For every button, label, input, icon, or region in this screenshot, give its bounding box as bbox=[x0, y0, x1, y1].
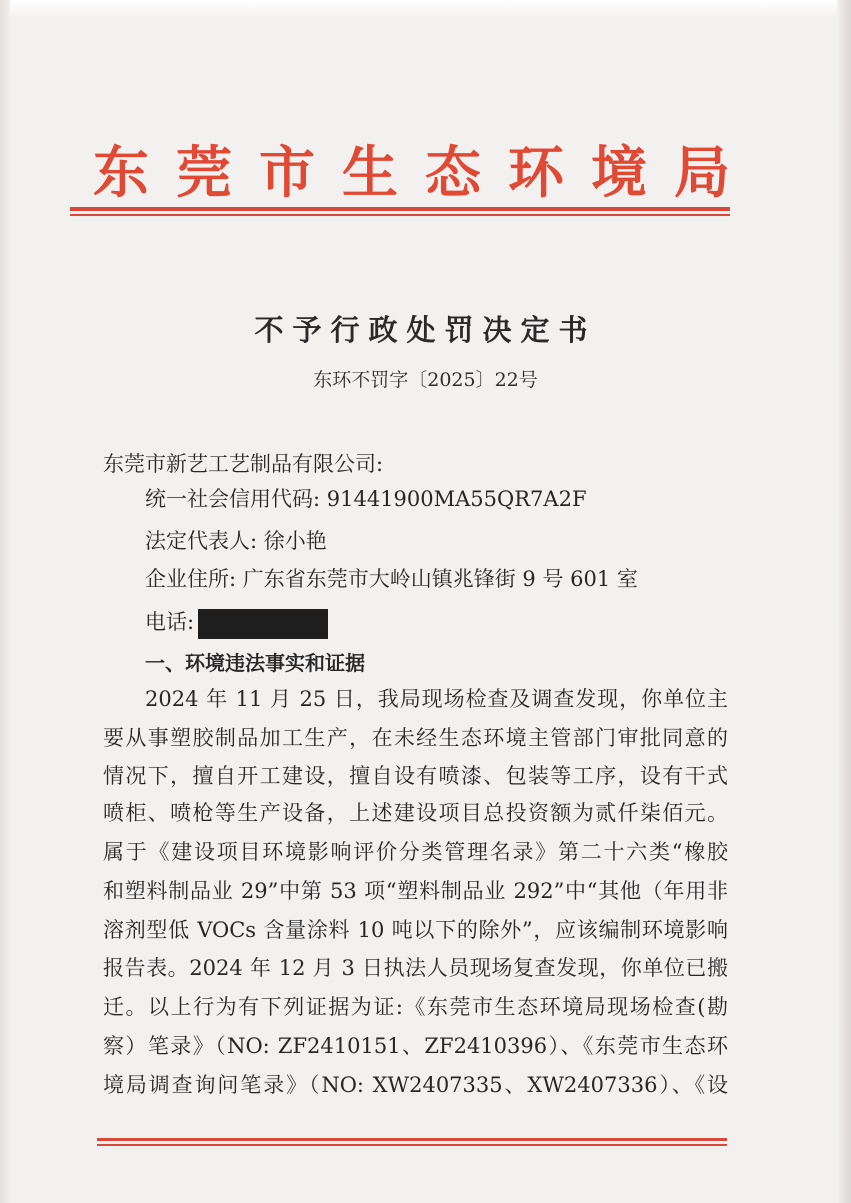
phone-line bbox=[145, 607, 328, 639]
masthead-rule-thin bbox=[70, 214, 730, 216]
body-line: 情况下，擅自开工建设，擅自设有喷漆、包装等工序，设有干式 bbox=[103, 764, 728, 788]
body-line: 2024 年 11 月 25 日，我局现场检查及调查发现，你单位主 bbox=[145, 687, 728, 711]
section-heading: 一、环境违法事实和证据 bbox=[145, 651, 365, 675]
legal-representative: 法定代表人: 徐小艳 bbox=[145, 529, 327, 553]
scan-edge-right bbox=[837, 0, 851, 1203]
body-line: 喷柜、喷枪等生产设备，上述建设项目总投资额为贰仟柒佰元。 bbox=[103, 801, 728, 825]
phone-label: 电话: bbox=[145, 610, 195, 634]
footer-rule-thin bbox=[97, 1144, 727, 1146]
body-line: 迁。以上行为有下列证据为证:《东莞市生态环境局现场检查(勘 bbox=[103, 995, 728, 1019]
body-line: 境局调查询问笔录》（NO: XW2407335、XW2407336）、《设 bbox=[103, 1073, 728, 1097]
phone-redaction bbox=[198, 609, 328, 639]
body-line: 要从事塑胶制品加工生产，在未经生态环境主管部门审批同意的 bbox=[103, 726, 728, 750]
document-number: 东环不罚字〔2025〕22号 bbox=[313, 369, 538, 391]
credit-code: 统一社会信用代码: 91441900MA55QR7A2F bbox=[145, 487, 587, 511]
body-line: 属于《建设项目环境影响评价分类管理名录》第二十六类“橡胶 bbox=[103, 840, 728, 864]
body-line: 溶剂型低 VOCs 含量涂料 10 吨以下的除外”，应该编制环境影响 bbox=[103, 918, 728, 942]
recipient-name: 东莞市新艺工艺制品有限公司: bbox=[103, 452, 384, 476]
masthead-rule-thick bbox=[70, 207, 730, 211]
agency-masthead: 东莞市生态环境局 bbox=[93, 140, 757, 206]
body-line: 和塑料制品业 29”中第 53 项“塑料制品业 292”中“其他（年用非 bbox=[103, 879, 728, 903]
scan-edge-left bbox=[0, 0, 10, 1203]
footer-rule-thick bbox=[97, 1138, 727, 1141]
document-title: 不予行政处罚决定书 bbox=[254, 313, 597, 347]
enterprise-address: 企业住所: 广东省东莞市大岭山镇兆锋街 9 号 601 室 bbox=[145, 567, 638, 591]
body-line: 报告表。2024 年 12 月 3 日执法人员现场复查发现，你单位已搬 bbox=[103, 956, 728, 980]
scan-edge-top bbox=[0, 0, 851, 18]
body-line: 察）笔录》（NO: ZF2410151、ZF2410396）、《东莞市生态环 bbox=[103, 1034, 728, 1058]
